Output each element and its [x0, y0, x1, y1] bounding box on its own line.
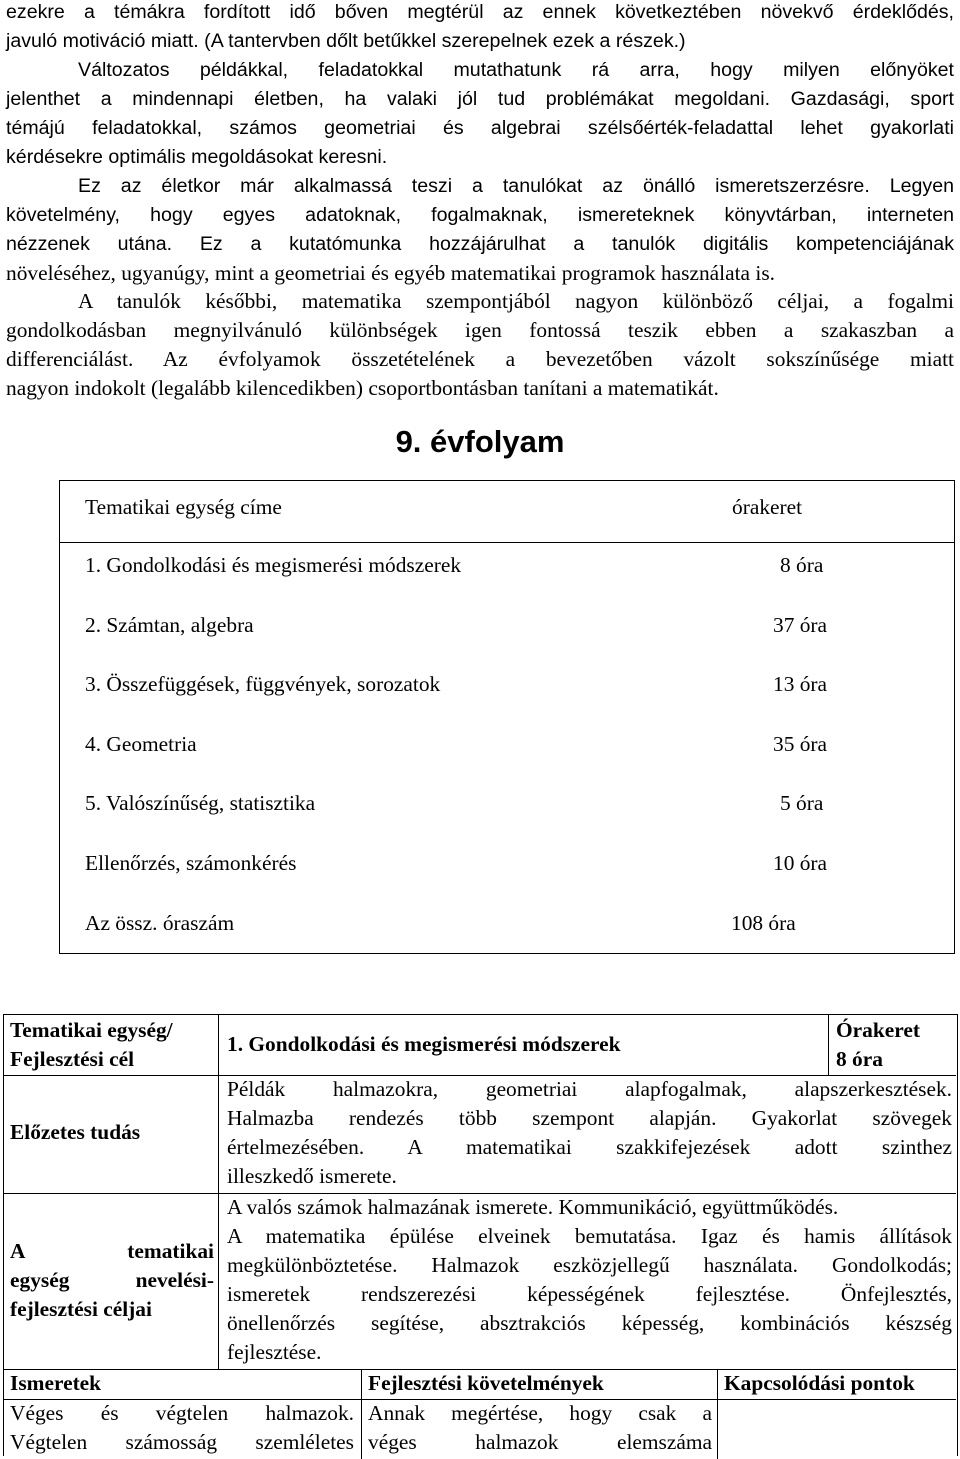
divider — [828, 1015, 829, 1075]
summary-header-row — [60, 481, 954, 541]
summary-row — [60, 672, 954, 732]
text-line: gondolkodásban megnyilvánuló különbségek igen fontossá teszik ebben a szakaszban a — [6, 318, 954, 342]
summary-row-hours: 10 óra — [773, 851, 828, 875]
intro-paragraph-3 — [6, 172, 954, 288]
summary-row-hours: 8 óra — [780, 553, 824, 577]
text-line: Halmazba rendezés több szempont alapján. Gyakorlat szövegek — [227, 1106, 952, 1130]
text-line: önellenőrzés segítése, absztrakciós képesség, kombinációs készség — [227, 1311, 952, 1335]
intro-paragraph-2 — [6, 56, 954, 172]
summary-row — [60, 613, 954, 673]
requirements-cell — [368, 1399, 712, 1457]
summary-header-hours: órakeret — [732, 495, 803, 519]
text-line: nagyon indokolt (legalább kilencedikben) csoportbontásban tanítani a matematikát. — [6, 376, 719, 400]
summary-row — [60, 911, 954, 971]
text-line: illeszkedő ismerete. — [227, 1164, 397, 1188]
text-line: jelenthet a mindennapi életben, ha valaki jól tud problémákat megoldani. Gazdasági, sport — [6, 88, 954, 110]
summary-row — [60, 791, 954, 851]
text-line: fejlesztése. — [227, 1340, 322, 1364]
development-goals — [227, 1193, 952, 1367]
text-line: A valós számok halmazának ismerete. Kommunikáció, együttműködés. — [227, 1195, 839, 1219]
summary-row-hours: 13 óra — [773, 672, 828, 696]
knowledge-cell — [10, 1399, 354, 1457]
col-links: Kapcsolódási pontok — [724, 1371, 915, 1395]
text-line: Annak megértése, hogy csak a — [368, 1401, 712, 1425]
hours-label: Órakeret — [836, 1018, 920, 1042]
text-line: ezekre a témákra fordított idő bőven megtérül az ennek következtében növekvő érdeklődés, — [6, 1, 954, 23]
summary-row-title: Ellenőrzés, számonkérés — [85, 851, 297, 875]
label-unit — [10, 1016, 215, 1074]
label-line: fejlesztési céljai — [10, 1297, 152, 1321]
intro-paragraph-4 — [6, 287, 954, 403]
summary-row-title: 4. Geometria — [85, 732, 197, 756]
intro-paragraph-1 — [6, 0, 954, 56]
label-line: Tematikai egység/ — [10, 1018, 173, 1042]
topic-table — [3, 1014, 958, 1456]
col-requirements: Fejlesztési követelmények — [368, 1371, 604, 1395]
text-line: véges halmazok elemszáma — [368, 1430, 712, 1454]
text-line: kérdésekre optimális megoldásokat keresni. — [6, 146, 388, 168]
summary-row-title: 3. Összefüggések, függvények, sorozatok — [85, 672, 441, 696]
text-line: Ez az életkor már alkalmassá teszi a tanulókat az önálló ismeretszerzésre. Legyen — [78, 175, 954, 197]
summary-row-hours: 35 óra — [773, 732, 828, 756]
hours-value: 8 óra — [836, 1047, 883, 1071]
text-line: nézzenek utána. Ez a kutatómunka hozzájárulhat a tanulók digitális kompetenciájának — [6, 233, 954, 255]
text-line: Végtelen számosság szemléletes — [10, 1430, 354, 1454]
text-line: növeléséhez, ugyanúgy, mint a geometriai és egyéb matematikai programok használata is. — [6, 261, 775, 285]
summary-row-hours: 5 óra — [780, 791, 824, 815]
text-line: javuló motiváció miatt. (A tantervben dőlt betűkkel szerepelnek ezek a részek.) — [6, 30, 686, 52]
summary-row-title: Az össz. óraszám — [85, 911, 235, 935]
summary-row — [60, 553, 954, 613]
label-line: A tematikai — [10, 1239, 214, 1263]
prior-knowledge — [227, 1075, 952, 1191]
text-line: Véges és végtelen halmazok. — [10, 1401, 354, 1425]
text-line: A tanulók későbbi, matematika szempontjából nagyon különböző céljai, a fogalmi — [78, 289, 954, 313]
text-line: differenciálást. Az évfolyamok összetételének a bevezetőben vázolt sokszínűsége miatt — [6, 347, 954, 371]
text-line: ismeretek rendszerezési képességének fejlesztése. Önfejlesztés, — [227, 1282, 952, 1306]
text-line: témájú feladatokkal, számos geometriai és algebrai szélsőérték-feladattal lehet gyakorlati — [6, 117, 954, 139]
text-line: megkülönböztetése. Halmazok eszközjellegű használata. Gondolkodás; — [227, 1253, 952, 1277]
summary-row-title: 2. Számtan, algebra — [85, 613, 254, 637]
label-line: Fejlesztési cél — [10, 1047, 135, 1071]
section-heading: 9. évfolyam — [395, 424, 565, 459]
summary-row-title: 1. Gondolkodási és megismerési módszerek — [85, 553, 462, 577]
summary-row — [60, 732, 954, 792]
divider — [60, 542, 954, 543]
text-line: követelmény, hogy egyes adatoknak, fogalmaknak, ismereteknek könyvtárban, interneten — [6, 204, 954, 226]
summary-row-hours: 108 óra — [731, 911, 796, 935]
text-line: Példák halmazokra, geometriai alapfogalmak, alapszerkesztések. — [227, 1077, 952, 1101]
summary-row-title: 5. Valószínűség, statisztika — [85, 791, 316, 815]
text-line: A matematika épülése elveinek bemutatása. Igaz és hamis állítások — [227, 1224, 952, 1248]
label-line: egység nevelési- — [10, 1268, 214, 1292]
label-goals — [10, 1237, 214, 1324]
unit-title: 1. Gondolkodási és megismerési módszerek — [227, 1032, 621, 1056]
text-line: Változatos példákkal, feladatokkal mutathatunk rá arra, hogy milyen előnyöket — [78, 59, 954, 81]
divider — [361, 1369, 362, 1459]
text-line: értelmezésében. A matematikai szakkifejezések adott szinthez — [227, 1135, 952, 1159]
summary-row-hours: 37 óra — [773, 613, 828, 637]
label-prior: Előzetes tudás — [10, 1120, 141, 1144]
summary-row — [60, 851, 954, 911]
summary-header-title: Tematikai egység címe — [85, 495, 282, 519]
divider — [717, 1369, 718, 1459]
col-knowledge: Ismeretek — [10, 1371, 102, 1395]
summary-table — [59, 480, 955, 954]
